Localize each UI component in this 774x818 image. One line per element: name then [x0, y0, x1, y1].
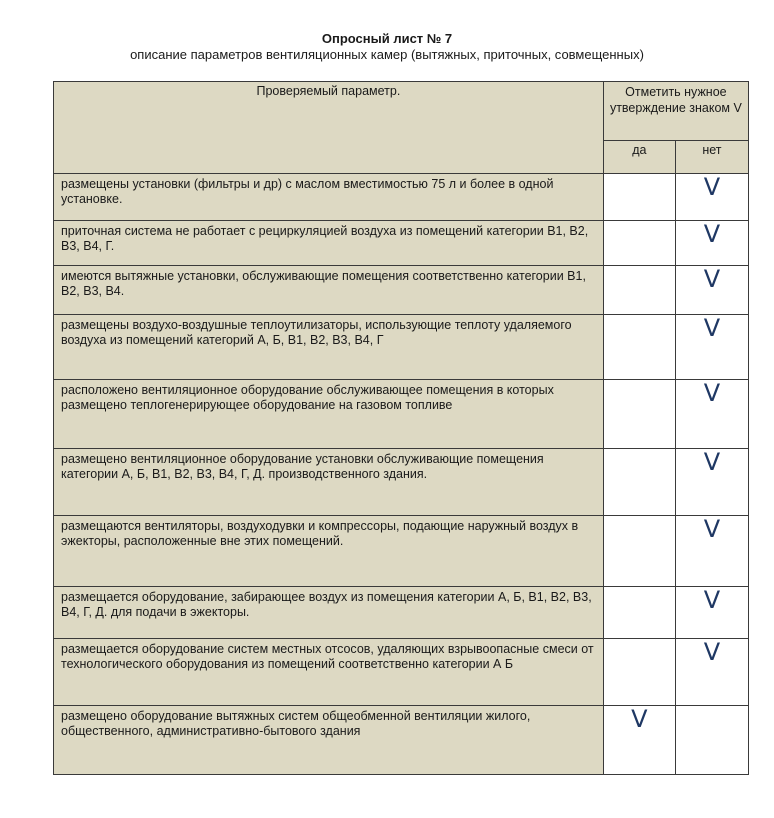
yes-cell[interactable]: [603, 380, 675, 449]
check-mark-no: V: [703, 265, 721, 293]
table-row: [54, 587, 749, 639]
table-row: [54, 315, 749, 380]
yes-cell[interactable]: [603, 315, 675, 380]
no-cell[interactable]: [675, 266, 748, 315]
header-row: [54, 82, 749, 141]
column-header-parameter: Проверяемый параметр.: [54, 82, 604, 174]
document-title: Опросный лист № 7: [321, 31, 453, 46]
parameter-text: размещено оборудование вытяжных систем общеобменной вентиляции жилого, общественного, административно-бытового здания: [54, 706, 604, 775]
check-mark-no: V: [703, 638, 721, 666]
yes-cell[interactable]: [603, 516, 675, 587]
parameter-text: размещено вентиляционное оборудование установки обслуживающие помещения категории А, Б, В1, В2, В3, В4, Г, Д. производственного здания.: [54, 449, 604, 516]
check-mark-no: V: [703, 379, 721, 407]
check-mark-no: V: [703, 448, 721, 476]
check-mark-yes: V: [631, 705, 648, 733]
parameter-text: размещены установки (фильтры и др) с маслом вместимостью 75 л и более в одной установке.: [54, 174, 604, 221]
yes-cell[interactable]: [603, 221, 675, 266]
check-mark-no: V: [703, 220, 721, 248]
document-subtitle: описание параметров вентиляционных камер (вытяжных, приточных, совмещенных): [130, 47, 644, 62]
no-cell[interactable]: [675, 516, 748, 587]
yes-cell[interactable]: [603, 266, 675, 315]
column-header-no: нет: [675, 141, 748, 174]
parameter-text: расположено вентиляционное оборудование обслуживающее помещения в которых размещено теплогенерирующее оборудование на газовом топливе: [54, 380, 604, 449]
yes-cell[interactable]: [603, 706, 675, 775]
column-header-yes: да: [603, 141, 675, 174]
check-mark-no: V: [703, 314, 721, 342]
check-mark-no: V: [703, 515, 721, 543]
no-cell[interactable]: [675, 706, 748, 775]
no-cell[interactable]: [675, 380, 748, 449]
yes-cell[interactable]: [603, 449, 675, 516]
no-cell[interactable]: [675, 174, 748, 221]
column-header-mark: Отметить нужное утверждение знаком V: [603, 82, 748, 141]
table-row: [54, 221, 749, 266]
no-cell[interactable]: [675, 587, 748, 639]
yes-cell[interactable]: [603, 639, 675, 706]
table-row: [54, 639, 749, 706]
table-row: [54, 380, 749, 449]
survey-table: [53, 81, 749, 775]
parameter-text: размещается оборудование, забирающее воздух из помещения категории А, Б, В1, В2, В3, В4, Г, Д. для подачи в эжекторы.: [54, 587, 604, 639]
no-cell[interactable]: [675, 449, 748, 516]
table-row: [54, 516, 749, 587]
parameter-text: размещается оборудование систем местных отсосов, удаляющих взрывоопасные смеси от технологического оборудования из помещений соответственно категории А Б: [54, 639, 604, 706]
yes-cell[interactable]: [603, 587, 675, 639]
no-cell[interactable]: [675, 221, 748, 266]
check-mark-no: V: [703, 586, 721, 614]
parameter-text: имеются вытяжные установки, обслуживающие помещения соответственно категории В1, В2, В3, В4.: [54, 266, 604, 315]
parameter-text: размещены воздухо-воздушные теплоутилизаторы, использующие теплоту удаляемого воздуха из помещений категорий А, Б, В1, В2, В3, В4, Г: [54, 315, 604, 380]
no-cell[interactable]: [675, 639, 748, 706]
check-mark-no: V: [703, 173, 721, 201]
table-row: [54, 266, 749, 315]
table-row: [54, 449, 749, 516]
no-cell[interactable]: [675, 315, 748, 380]
yes-cell[interactable]: [603, 174, 675, 221]
parameter-text: приточная система не работает с рециркуляцией воздуха из помещений категории В1, В2, В3, В4, Г.: [54, 221, 604, 266]
table-row: [54, 174, 749, 221]
parameter-text: размещаются вентиляторы, воздуходувки и компрессоры, подающие наружный воздух в эжекторы, расположенные вне этих помещений.: [54, 516, 604, 587]
table-row: [54, 706, 749, 775]
